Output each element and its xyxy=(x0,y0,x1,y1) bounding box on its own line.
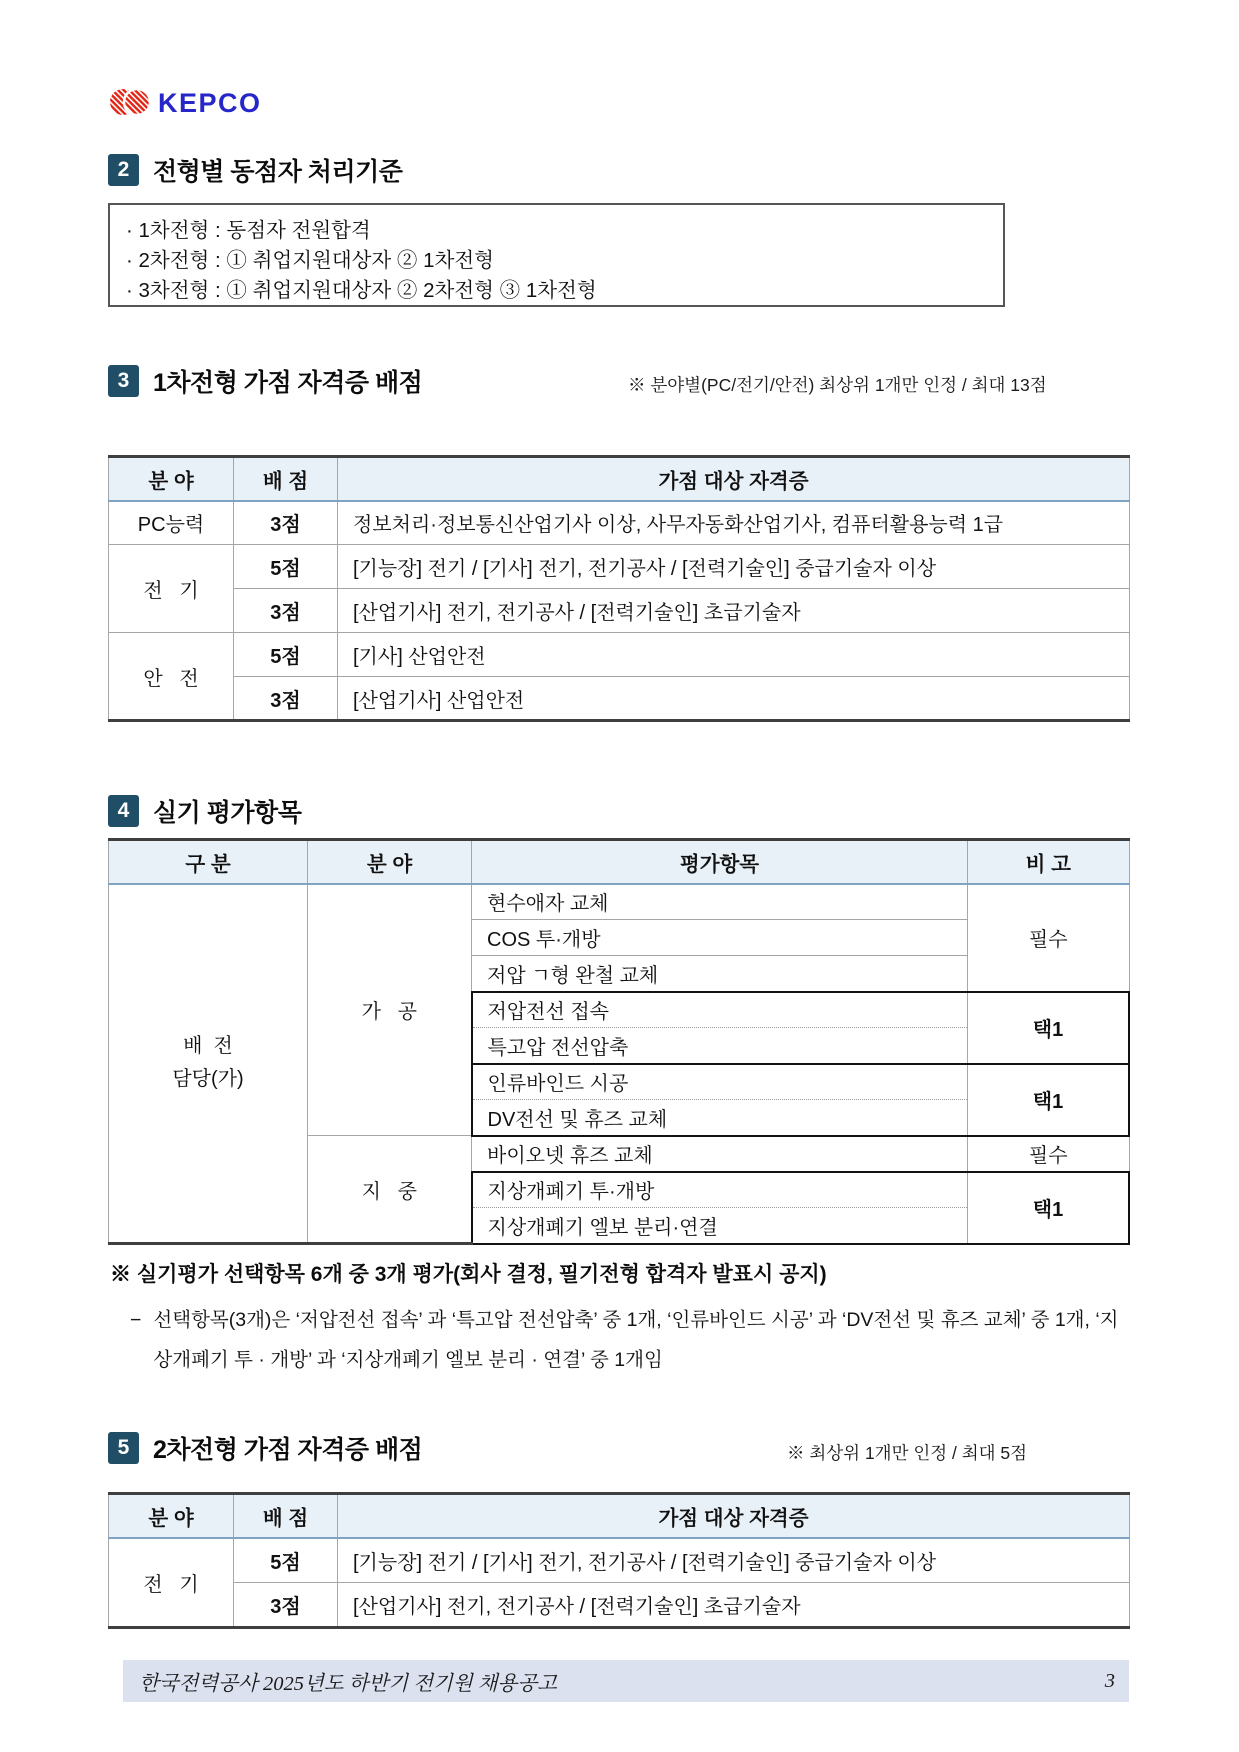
table-row xyxy=(109,501,1130,545)
table-row xyxy=(109,545,1130,589)
col-header-item: 평가항목 xyxy=(472,840,968,884)
points-cell: 3점 xyxy=(234,1583,338,1628)
category-cell: 전 기 xyxy=(109,1538,234,1628)
category-cell: 안 전 xyxy=(109,633,234,721)
item-cell: 지상개폐기 엘보 분리·연결 xyxy=(472,1208,968,1244)
section3-title: 1차전형 가점 자격증 배점 xyxy=(153,369,423,397)
col-header-remark: 비 고 xyxy=(968,840,1130,884)
col-header-field: 분 야 xyxy=(308,840,472,884)
cert-cell: [기능장] 전기 / [기사] 전기, 전기공사 / [전력기술인] 중급기술자 이상 xyxy=(338,545,1130,589)
section3-note: ※ 분야별(PC/전기/안전) 최상위 1개만 인정 / 최대 13점 xyxy=(628,375,1047,395)
item-cell: 바이오넷 휴즈 교체 xyxy=(472,1136,968,1172)
tiebreak-line: · 2차전형 : ① 취업지원대상자 ② 1차전형 xyxy=(126,249,494,272)
points-cell: 3점 xyxy=(234,677,338,721)
item-cell: 저압전선 접속 xyxy=(472,992,968,1028)
practical-note-main: ※ 실기평가 선택항목 6개 중 3개 평가(회사 결정, 필기전형 합격자 발표시 공지) xyxy=(110,1263,827,1286)
section4-heading xyxy=(108,793,301,829)
item-cell: DV전선 및 휴즈 교체 xyxy=(472,1100,968,1136)
kepco-emblem-icon xyxy=(108,84,280,120)
table-row xyxy=(109,589,1130,633)
bonus-cert-table-2nd xyxy=(108,1492,1130,1629)
col-header-category: 분 야 xyxy=(109,1494,234,1538)
bonus-cert-table-1st xyxy=(108,455,1130,722)
col-header-points: 배 점 xyxy=(234,1494,338,1538)
col-header-cert: 가점 대상 자격증 xyxy=(338,457,1130,501)
remark-cell: 필수 xyxy=(968,884,1130,992)
section5-note: ※ 최상위 1개만 인정 / 최대 5점 xyxy=(787,1443,1028,1463)
points-cell: 3점 xyxy=(234,501,338,545)
group-line: 담당(가) xyxy=(172,1068,244,1091)
item-cell: 현수애자 교체 xyxy=(472,884,968,920)
points-cell: 5점 xyxy=(234,545,338,589)
kepco-logo xyxy=(108,84,280,120)
cert-cell: [산업기사] 산업안전 xyxy=(338,677,1130,721)
logo-wordmark: KEPCO xyxy=(158,88,262,118)
item-cell: 저압 ㄱ형 완철 교체 xyxy=(472,956,968,992)
table-header-row xyxy=(109,457,1130,501)
table-row xyxy=(109,1583,1130,1628)
item-cell: 지상개폐기 투·개방 xyxy=(472,1172,968,1208)
table-row xyxy=(109,677,1130,721)
category-cell: 전 기 xyxy=(109,545,234,633)
section5-heading xyxy=(108,1430,422,1466)
section3-number-badge: 3 xyxy=(108,365,139,397)
dash-marker: − xyxy=(130,1309,142,1331)
field-cell: 가 공 xyxy=(308,884,472,1136)
practical-note-sub xyxy=(130,1300,1130,1380)
practical-eval-table xyxy=(108,838,1130,1245)
section2-title: 전형별 동점자 처리기준 xyxy=(153,158,403,186)
points-cell: 5점 xyxy=(234,1538,338,1583)
category-cell: PC능력 xyxy=(109,501,234,545)
section2-number-badge: 2 xyxy=(108,154,139,186)
field-cell: 지 중 xyxy=(308,1136,472,1244)
section3-heading xyxy=(108,363,422,399)
footer-bar xyxy=(123,1660,1129,1702)
table-row xyxy=(109,884,1130,920)
remark-cell: 필수 xyxy=(968,1136,1130,1172)
tiebreak-line: · 1차전형 : 동점자 전원합격 xyxy=(126,219,371,242)
footer-title: 한국전력공사 2025년도 하반기 전기원 채용공고 xyxy=(139,1673,557,1695)
cert-cell: [산업기사] 전기, 전기공사 / [전력기술인] 초급기술자 xyxy=(338,589,1130,633)
section4-number-badge: 4 xyxy=(108,795,139,827)
points-cell: 3점 xyxy=(234,589,338,633)
col-header-cert: 가점 대상 자격증 xyxy=(338,1494,1130,1538)
item-cell: COS 투·개방 xyxy=(472,920,968,956)
cert-cell: 정보처리·정보통신산업기사 이상, 사무자동화산업기사, 컴퓨터활용능력 1급 xyxy=(338,501,1130,545)
group-line: 배 전 xyxy=(183,1035,233,1058)
col-header-group: 구 분 xyxy=(109,840,308,884)
remark-cell: 택1 xyxy=(968,1064,1130,1136)
remark-cell: 택1 xyxy=(968,1172,1130,1244)
item-cell: 인류바인드 시공 xyxy=(472,1064,968,1100)
col-header-points: 배 점 xyxy=(234,457,338,501)
remark-cell: 택1 xyxy=(968,992,1130,1064)
table-header-row xyxy=(109,840,1130,884)
tiebreak-line: · 3차전형 : ① 취업지원대상자 ② 2차전형 ③ 1차전형 xyxy=(126,279,597,302)
table-row xyxy=(109,1538,1130,1583)
section4-title: 실기 평가항목 xyxy=(153,799,302,827)
section5-title: 2차전형 가점 자격증 배점 xyxy=(153,1436,423,1464)
section5-number-badge: 5 xyxy=(108,1432,139,1464)
cert-cell: [기사] 산업안전 xyxy=(338,633,1130,677)
section2-heading xyxy=(108,152,402,188)
col-header-category: 분 야 xyxy=(109,457,234,501)
group-cell xyxy=(109,884,308,1244)
cert-cell: [기능장] 전기 / [기사] 전기, 전기공사 / [전력기술인] 중급기술자 이상 xyxy=(338,1538,1130,1583)
page-number: 3 xyxy=(1104,1669,1115,1692)
item-cell: 특고압 전선압축 xyxy=(472,1028,968,1064)
tiebreak-rules-box xyxy=(108,203,1005,307)
practical-note-sub-text: 선택항목(3개)은 ‘저압전선 접속’ 과 ‘특고압 전선압축’ 중 1개, ‘인류바인드 시공’ 과 ‘DV전선 및 휴즈 교체’ 중 1개, ‘지상개폐기 투 · 개방’ 과 ‘지상개폐기 엘보 분리 · 연결’ 중 1개임 xyxy=(153,1309,1119,1371)
points-cell: 5점 xyxy=(234,633,338,677)
table-header-row xyxy=(109,1494,1130,1538)
cert-cell: [산업기사] 전기, 전기공사 / [전력기술인] 초급기술자 xyxy=(338,1583,1130,1628)
table-row xyxy=(109,633,1130,677)
